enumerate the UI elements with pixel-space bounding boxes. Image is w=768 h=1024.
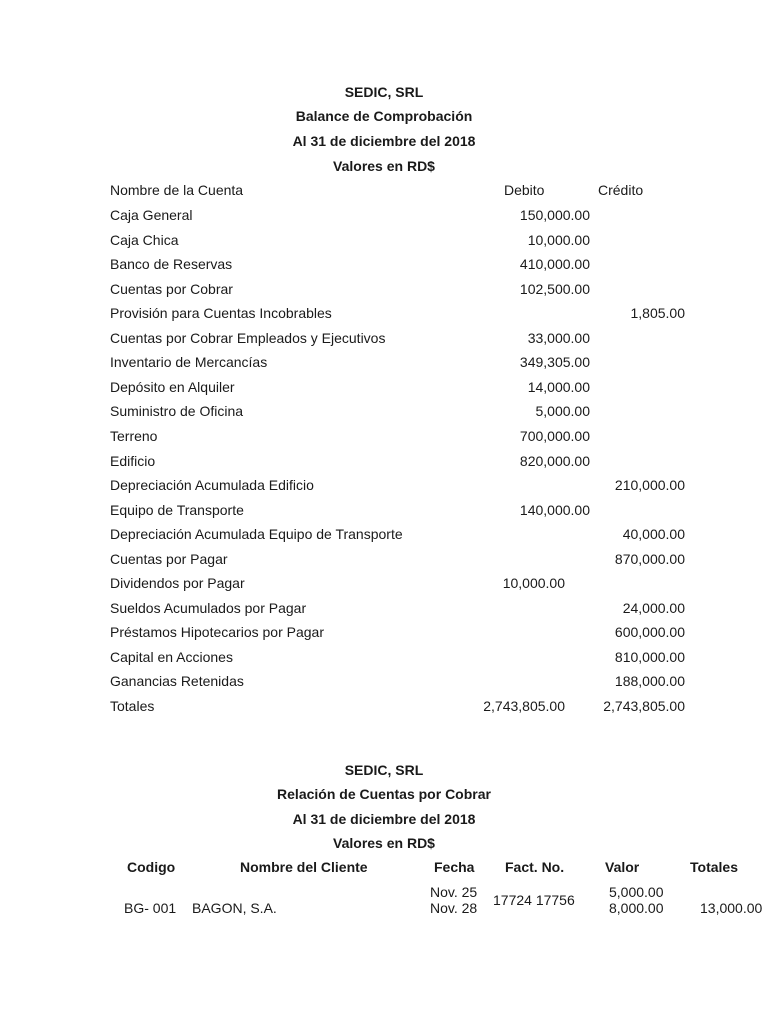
invoice-numbers: 17724 17756 [493, 892, 575, 908]
debit-value: 349,305.00 [519, 354, 590, 370]
balance-row [0, 305, 768, 325]
debit-value: 700,000.00 [519, 428, 590, 444]
balance-row [0, 281, 768, 301]
balance-row [0, 256, 768, 276]
code-header: Codigo [127, 859, 176, 875]
account-name: Dividendos por Pagar [110, 575, 245, 591]
account-name: Provisión para Cuentas Incobrables [110, 305, 332, 321]
account-name: Capital en Acciones [110, 649, 233, 665]
client-code: BG- 001 [124, 900, 177, 916]
balance-row [0, 207, 768, 227]
credit-value: 1,805.00 [630, 305, 685, 321]
account-name: Inventario de Mercancías [110, 354, 268, 370]
balance-row [0, 600, 768, 620]
debit-value: 14,000.00 [527, 379, 590, 395]
receivables-date: Al 31 de diciembre del 2018 [292, 811, 476, 827]
debit-value: 140,000.00 [519, 502, 590, 518]
balance-row [0, 526, 768, 546]
debit-value: 410,000.00 [519, 256, 590, 272]
credit-value: 870,000.00 [614, 551, 685, 567]
receivables-header-row [0, 859, 768, 879]
balance-header-row [0, 182, 768, 202]
balance-date: Al 31 de diciembre del 2018 [292, 133, 476, 149]
credit-value: 188,000.00 [614, 673, 685, 689]
debit-value: 33,000.00 [527, 330, 590, 346]
credit-value: 2,743,805.00 [603, 698, 685, 714]
receivables-title: Relación de Cuentas por Cobrar [277, 786, 491, 802]
account-name: Préstamos Hipotecarios por Pagar [110, 624, 324, 640]
credit-value: 810,000.00 [614, 649, 685, 665]
receivables-currency: Valores en RD$ [333, 835, 435, 851]
debit-value: 102,500.00 [519, 281, 590, 297]
client-header: Nombre del Cliente [240, 859, 368, 875]
credit-value: 24,000.00 [622, 600, 685, 616]
balance-row [0, 575, 768, 595]
balance-row [0, 551, 768, 571]
balance-row [0, 502, 768, 522]
invoice-header: Fact. No. [505, 859, 565, 875]
invoice-date-1: Nov. 25 [430, 884, 478, 900]
account-name: Cuentas por Pagar [110, 551, 228, 567]
credit-header: Crédito [598, 182, 644, 198]
account-name: Cuentas por Cobrar [110, 281, 233, 297]
balance-row [0, 403, 768, 423]
balance-row [0, 428, 768, 448]
account-name: Ganancias Retenidas [110, 673, 244, 689]
debit-value: 2,743,805.00 [483, 698, 565, 714]
debit-value: 5,000.00 [535, 403, 590, 419]
client-total: 13,000.00 [700, 900, 763, 916]
account-header: Nombre de la Cuenta [110, 182, 244, 198]
invoice-date-2: Nov. 28 [430, 900, 478, 916]
balance-company: SEDIC, SRL [344, 84, 424, 100]
balance-title: Balance de Comprobación [295, 108, 473, 124]
account-name: Depreciación Acumulada Equipo de Transporte [110, 526, 403, 542]
balance-row [0, 354, 768, 374]
date-header: Fecha [434, 859, 475, 875]
value-header: Valor [605, 859, 640, 875]
account-name: Suministro de Oficina [110, 403, 244, 419]
credit-value: 600,000.00 [614, 624, 685, 640]
balance-row [0, 477, 768, 497]
account-name: Banco de Reservas [110, 256, 233, 272]
debit-header: Debito [504, 182, 545, 198]
debit-value: 10,000.00 [502, 575, 565, 591]
balance-row [0, 379, 768, 399]
account-name: Edificio [110, 453, 156, 469]
credit-value: 40,000.00 [622, 526, 685, 542]
balance-row [0, 673, 768, 693]
account-name: Caja Chica [110, 232, 179, 248]
balance-row [0, 624, 768, 644]
invoice-value-2: 8,000.00 [609, 900, 664, 916]
credit-value: 210,000.00 [614, 477, 685, 493]
account-name: Depreciación Acumulada Edificio [110, 477, 314, 493]
debit-value: 820,000.00 [519, 453, 590, 469]
account-name: Terreno [110, 428, 158, 444]
balance-row [0, 453, 768, 473]
debit-value: 10,000.00 [527, 232, 590, 248]
account-name: Cuentas por Cobrar Empleados y Ejecutivos [110, 330, 386, 346]
balance-row [0, 698, 768, 718]
account-name: Equipo de Transporte [110, 502, 244, 518]
balance-row [0, 330, 768, 350]
client-name: BAGON, S.A. [192, 900, 277, 916]
balance-row [0, 232, 768, 252]
balance-currency: Valores en RD$ [333, 158, 435, 174]
balance-row [0, 649, 768, 669]
account-name: Sueldos Acumulados por Pagar [110, 600, 307, 616]
invoice-value-1: 5,000.00 [609, 884, 664, 900]
total-header: Totales [690, 859, 738, 875]
account-name: Totales [110, 698, 155, 714]
account-name: Caja General [110, 207, 193, 223]
account-name: Depósito en Alquiler [110, 379, 235, 395]
receivables-company: SEDIC, SRL [344, 762, 424, 778]
debit-value: 150,000.00 [519, 207, 590, 223]
